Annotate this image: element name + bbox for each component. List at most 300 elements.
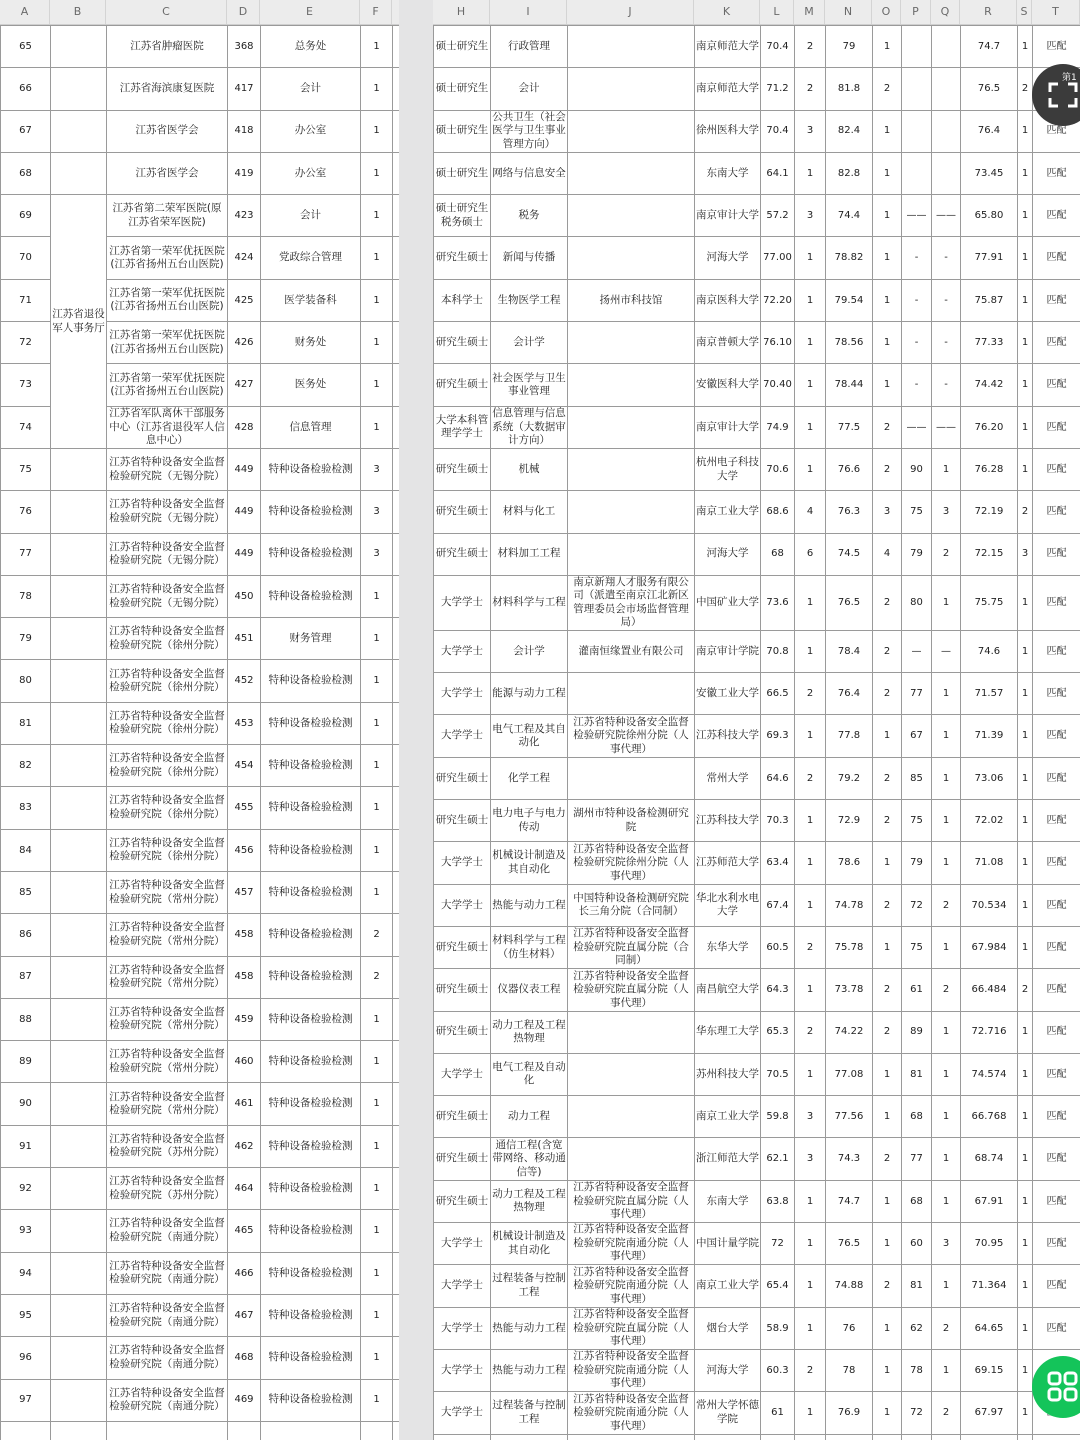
empty-cell[interactable] bbox=[826, 1434, 873, 1440]
cell-F-73[interactable]: 1 bbox=[361, 364, 393, 406]
cell-F-67[interactable]: 1 bbox=[361, 110, 393, 152]
cell-C-73[interactable]: 江苏省第一荣军优抚医院(江苏省扬州五台山医院) bbox=[107, 364, 228, 406]
cell-J-78[interactable]: 南京新翔人才服务有限公司（派遣至南京江北新区管理委员会市场监督管理局） bbox=[568, 575, 695, 630]
col-E[interactable]: E bbox=[260, 0, 360, 24]
cell-T-67[interactable]: 匹配 bbox=[1033, 110, 1080, 152]
cell-A-84[interactable]: 84 bbox=[1, 829, 51, 871]
cell-Q-91[interactable]: 1 bbox=[932, 1138, 961, 1180]
cell-C-88[interactable]: 江苏省特种设备安全监督检验研究院（常州分院） bbox=[107, 998, 228, 1040]
cell-J-76[interactable] bbox=[568, 491, 695, 533]
cell-R-69[interactable]: 65.80 bbox=[961, 195, 1018, 237]
cell-K-92[interactable]: 东南大学 bbox=[695, 1180, 761, 1222]
cell-P-66[interactable] bbox=[902, 68, 932, 110]
cell-H-88[interactable]: 研究生硕士 bbox=[434, 1011, 491, 1053]
cell-F-89[interactable]: 1 bbox=[361, 1041, 393, 1083]
cell-O-78[interactable]: 2 bbox=[873, 575, 902, 630]
cell-S-67[interactable]: 1 bbox=[1018, 110, 1033, 152]
cell-E-86[interactable]: 特种设备检验检测 bbox=[261, 914, 361, 956]
cell-N-87[interactable]: 73.78 bbox=[826, 969, 873, 1011]
cell-E-76[interactable]: 特种设备检验检测 bbox=[261, 491, 361, 533]
cell-Q-85[interactable]: 2 bbox=[932, 884, 961, 926]
cell-N-88[interactable]: 74.22 bbox=[826, 1011, 873, 1053]
cell-F-76[interactable]: 3 bbox=[361, 491, 393, 533]
cell-T-92[interactable]: 匹配 bbox=[1033, 1180, 1080, 1222]
cell-H-89[interactable]: 大学学士 bbox=[434, 1053, 491, 1095]
cell-E-68[interactable]: 办公室 bbox=[261, 152, 361, 194]
cell-N-82[interactable]: 79.2 bbox=[826, 757, 873, 799]
cell-P-85[interactable]: 72 bbox=[902, 884, 932, 926]
cell-F-69[interactable]: 1 bbox=[361, 195, 393, 237]
cell-Q-70[interactable]: - bbox=[932, 237, 961, 279]
cell-R-94[interactable]: 71.364 bbox=[961, 1265, 1018, 1307]
cell-K-71[interactable]: 南京医科大学 bbox=[695, 279, 761, 321]
cell-N-79[interactable]: 78.4 bbox=[826, 630, 873, 672]
cell-O-82[interactable]: 2 bbox=[873, 757, 902, 799]
cell-J-65[interactable] bbox=[568, 26, 695, 68]
cell-K-84[interactable]: 江苏师范大学 bbox=[695, 842, 761, 884]
col-P[interactable]: P bbox=[901, 0, 931, 24]
cell-K-72[interactable]: 南京普顿大学 bbox=[695, 322, 761, 364]
cell-P-81[interactable]: 67 bbox=[902, 715, 932, 757]
cell-C-65[interactable]: 江苏省肿瘤医院 bbox=[107, 26, 228, 68]
cell-R-65[interactable]: 74.7 bbox=[961, 26, 1018, 68]
col-A[interactable]: A bbox=[0, 0, 50, 24]
cell-K-70[interactable]: 河海大学 bbox=[695, 237, 761, 279]
cell-J-81[interactable]: 江苏省特种设备安全监督检验研究院徐州分院（人事代理） bbox=[568, 715, 695, 757]
cell-H-79[interactable]: 大学学士 bbox=[434, 630, 491, 672]
cell-A-94[interactable]: 94 bbox=[1, 1252, 51, 1294]
cell-A-72[interactable]: 72 bbox=[1, 322, 51, 364]
cell-S-90[interactable]: 1 bbox=[1018, 1096, 1033, 1138]
cell-T-65[interactable]: 匹配 bbox=[1033, 26, 1080, 68]
cell-O-76[interactable]: 3 bbox=[873, 491, 902, 533]
cell-B-94[interactable] bbox=[51, 1252, 107, 1294]
cell-R-91[interactable]: 68.74 bbox=[961, 1138, 1018, 1180]
cell-L-93[interactable]: 72 bbox=[761, 1223, 795, 1265]
cell-M-94[interactable]: 1 bbox=[795, 1265, 826, 1307]
cell-L-78[interactable]: 73.6 bbox=[761, 575, 795, 630]
cell-T-90[interactable]: 匹配 bbox=[1033, 1096, 1080, 1138]
cell-J-67[interactable] bbox=[568, 110, 695, 152]
cell-P-82[interactable]: 85 bbox=[902, 757, 932, 799]
cell-O-77[interactable]: 4 bbox=[873, 533, 902, 575]
cell-K-91[interactable]: 浙江师范大学 bbox=[695, 1138, 761, 1180]
cell-M-66[interactable]: 2 bbox=[795, 68, 826, 110]
cell-D-94[interactable]: 466 bbox=[228, 1252, 261, 1294]
cell-H-85[interactable]: 大学学士 bbox=[434, 884, 491, 926]
cell-Q-80[interactable]: 1 bbox=[932, 673, 961, 715]
cell-A-73[interactable]: 73 bbox=[1, 364, 51, 406]
cell-Q-88[interactable]: 1 bbox=[932, 1011, 961, 1053]
cell-C-76[interactable]: 江苏省特种设备安全监督检验研究院（无锡分院） bbox=[107, 491, 228, 533]
cell-C-70[interactable]: 江苏省第一荣军优抚医院(江苏省扬州五台山医院) bbox=[107, 237, 228, 279]
col-D[interactable]: D bbox=[227, 0, 260, 24]
cell-H-91[interactable]: 研究生硕士 bbox=[434, 1138, 491, 1180]
cell-A-85[interactable]: 85 bbox=[1, 871, 51, 913]
cell-T-70[interactable]: 匹配 bbox=[1033, 237, 1080, 279]
cell-O-92[interactable]: 1 bbox=[873, 1180, 902, 1222]
cell-C-79[interactable]: 江苏省特种设备安全监督检验研究院（徐州分院） bbox=[107, 618, 228, 660]
cell-Q-77[interactable]: 2 bbox=[932, 533, 961, 575]
cell-D-95[interactable]: 467 bbox=[228, 1294, 261, 1336]
cell-L-94[interactable]: 65.4 bbox=[761, 1265, 795, 1307]
cell-D-96[interactable]: 468 bbox=[228, 1337, 261, 1379]
cell-M-93[interactable]: 1 bbox=[795, 1223, 826, 1265]
cell-R-84[interactable]: 71.08 bbox=[961, 842, 1018, 884]
cell-D-92[interactable]: 464 bbox=[228, 1168, 261, 1210]
cell-S-72[interactable]: 1 bbox=[1018, 322, 1033, 364]
cell-L-73[interactable]: 70.40 bbox=[761, 364, 795, 406]
cell-I-79[interactable]: 会计学 bbox=[491, 630, 568, 672]
cell-P-72[interactable]: - bbox=[902, 322, 932, 364]
cell-B-75[interactable] bbox=[51, 448, 107, 490]
cell-I-87[interactable]: 仪器仪表工程 bbox=[491, 969, 568, 1011]
col-N[interactable]: N bbox=[825, 0, 872, 24]
cell-B-91[interactable] bbox=[51, 1125, 107, 1167]
cell-N-85[interactable]: 74.78 bbox=[826, 884, 873, 926]
cell-K-80[interactable]: 安徽工业大学 bbox=[695, 673, 761, 715]
cell-H-94[interactable]: 大学学士 bbox=[434, 1265, 491, 1307]
cell-E-66[interactable]: 会计 bbox=[261, 68, 361, 110]
cell-M-82[interactable]: 2 bbox=[795, 757, 826, 799]
cell-D-79[interactable]: 451 bbox=[228, 618, 261, 660]
cell-M-81[interactable]: 1 bbox=[795, 715, 826, 757]
cell-I-76[interactable]: 材料与化工 bbox=[491, 491, 568, 533]
empty-cell[interactable] bbox=[961, 1434, 1018, 1440]
cell-I-66[interactable]: 会计 bbox=[491, 68, 568, 110]
cell-D-70[interactable]: 424 bbox=[228, 237, 261, 279]
cell-J-85[interactable]: 中国特种设备检测研究院长三角分院（合同制） bbox=[568, 884, 695, 926]
cell-B-88[interactable] bbox=[51, 998, 107, 1040]
cell-A-96[interactable]: 96 bbox=[1, 1337, 51, 1379]
cell-M-85[interactable]: 1 bbox=[795, 884, 826, 926]
cell-E-97[interactable]: 特种设备检验检测 bbox=[261, 1379, 361, 1421]
cell-A-89[interactable]: 89 bbox=[1, 1041, 51, 1083]
cell-R-75[interactable]: 76.28 bbox=[961, 448, 1018, 490]
cell-B-65[interactable] bbox=[51, 26, 107, 68]
cell-I-70[interactable]: 新闻与传播 bbox=[491, 237, 568, 279]
cell-J-66[interactable] bbox=[568, 68, 695, 110]
cell-R-73[interactable]: 74.42 bbox=[961, 364, 1018, 406]
cell-A-79[interactable]: 79 bbox=[1, 618, 51, 660]
cell-R-74[interactable]: 76.20 bbox=[961, 406, 1018, 448]
cell-C-75[interactable]: 江苏省特种设备安全监督检验研究院（无锡分院） bbox=[107, 448, 228, 490]
cell-A-92[interactable]: 92 bbox=[1, 1168, 51, 1210]
cell-I-67[interactable]: 公共卫生（社会医学与卫生事业管理方向） bbox=[491, 110, 568, 152]
cell-D-77[interactable]: 449 bbox=[228, 533, 261, 575]
cell-C-84[interactable]: 江苏省特种设备安全监督检验研究院（徐州分院） bbox=[107, 829, 228, 871]
col-H[interactable]: H bbox=[433, 0, 490, 24]
cell-F-74[interactable]: 1 bbox=[361, 406, 393, 448]
cell-B-84[interactable] bbox=[51, 829, 107, 871]
cell-M-77[interactable]: 6 bbox=[795, 533, 826, 575]
cell-K-87[interactable]: 南昌航空大学 bbox=[695, 969, 761, 1011]
cell-M-71[interactable]: 1 bbox=[795, 279, 826, 321]
cell-S-96[interactable]: 1 bbox=[1018, 1349, 1033, 1391]
cell-T-87[interactable]: 匹配 bbox=[1033, 969, 1080, 1011]
cell-R-92[interactable]: 67.91 bbox=[961, 1180, 1018, 1222]
cell-T-74[interactable]: 匹配 bbox=[1033, 406, 1080, 448]
cell-C-93[interactable]: 江苏省特种设备安全监督检验研究院（南通分院） bbox=[107, 1210, 228, 1252]
cell-B-92[interactable] bbox=[51, 1168, 107, 1210]
cell-A-93[interactable]: 93 bbox=[1, 1210, 51, 1252]
cell-F-83[interactable]: 1 bbox=[361, 787, 393, 829]
cell-J-71[interactable]: 扬州市科技馆 bbox=[568, 279, 695, 321]
cell-F-90[interactable]: 1 bbox=[361, 1083, 393, 1125]
cell-C-80[interactable]: 江苏省特种设备安全监督检验研究院（徐州分院） bbox=[107, 660, 228, 702]
cell-B-68[interactable] bbox=[51, 152, 107, 194]
cell-B-93[interactable] bbox=[51, 1210, 107, 1252]
cell-O-89[interactable]: 1 bbox=[873, 1053, 902, 1095]
cell-N-65[interactable]: 79 bbox=[826, 26, 873, 68]
cell-B-79[interactable] bbox=[51, 618, 107, 660]
cell-O-84[interactable]: 1 bbox=[873, 842, 902, 884]
merged-cell-B[interactable]: 江苏省退役军人事务厅 bbox=[51, 195, 107, 449]
cell-P-74[interactable]: —— bbox=[902, 406, 932, 448]
cell-T-73[interactable]: 匹配 bbox=[1033, 364, 1080, 406]
cell-T-93[interactable]: 匹配 bbox=[1033, 1223, 1080, 1265]
cell-L-76[interactable]: 68.6 bbox=[761, 491, 795, 533]
cell-H-73[interactable]: 研究生硕士 bbox=[434, 364, 491, 406]
cell-C-83[interactable]: 江苏省特种设备安全监督检验研究院（徐州分院） bbox=[107, 787, 228, 829]
cell-L-72[interactable]: 76.10 bbox=[761, 322, 795, 364]
cell-F-84[interactable]: 1 bbox=[361, 829, 393, 871]
cell-T-68[interactable]: 匹配 bbox=[1033, 152, 1080, 194]
cell-D-66[interactable]: 417 bbox=[228, 68, 261, 110]
cell-T-76[interactable]: 匹配 bbox=[1033, 491, 1080, 533]
cell-I-72[interactable]: 会计学 bbox=[491, 322, 568, 364]
col-M[interactable]: M bbox=[794, 0, 825, 24]
cell-R-88[interactable]: 72.716 bbox=[961, 1011, 1018, 1053]
cell-O-66[interactable]: 2 bbox=[873, 68, 902, 110]
cell-H-95[interactable]: 大学学士 bbox=[434, 1307, 491, 1349]
cell-R-79[interactable]: 74.6 bbox=[961, 630, 1018, 672]
cell-M-90[interactable]: 3 bbox=[795, 1096, 826, 1138]
cell-S-87[interactable]: 2 bbox=[1018, 969, 1033, 1011]
cell-O-88[interactable]: 2 bbox=[873, 1011, 902, 1053]
cell-N-84[interactable]: 78.6 bbox=[826, 842, 873, 884]
cell-L-91[interactable]: 62.1 bbox=[761, 1138, 795, 1180]
cell-J-95[interactable]: 江苏省特种设备安全监督检验研究院直属分院（人事代理） bbox=[568, 1307, 695, 1349]
cell-N-67[interactable]: 82.4 bbox=[826, 110, 873, 152]
cell-R-78[interactable]: 75.75 bbox=[961, 575, 1018, 630]
cell-K-89[interactable]: 苏州科技大学 bbox=[695, 1053, 761, 1095]
cell-R-89[interactable]: 74.574 bbox=[961, 1053, 1018, 1095]
cell-S-73[interactable]: 1 bbox=[1018, 364, 1033, 406]
col-F[interactable]: F bbox=[360, 0, 392, 24]
cell-M-65[interactable]: 2 bbox=[795, 26, 826, 68]
cell-M-67[interactable]: 3 bbox=[795, 110, 826, 152]
cell-R-83[interactable]: 72.02 bbox=[961, 800, 1018, 842]
fullscreen-button[interactable] bbox=[1032, 64, 1080, 126]
cell-I-82[interactable]: 化学工程 bbox=[491, 757, 568, 799]
cell-I-77[interactable]: 材料加工工程 bbox=[491, 533, 568, 575]
cell-E-92[interactable]: 特种设备检验检测 bbox=[261, 1168, 361, 1210]
cell-O-73[interactable]: 1 bbox=[873, 364, 902, 406]
cell-H-76[interactable]: 研究生硕士 bbox=[434, 491, 491, 533]
cell-N-89[interactable]: 77.08 bbox=[826, 1053, 873, 1095]
cell-N-95[interactable]: 76 bbox=[826, 1307, 873, 1349]
cell-E-75[interactable]: 特种设备检验检测 bbox=[261, 448, 361, 490]
cell-L-77[interactable]: 68 bbox=[761, 533, 795, 575]
cell-E-74[interactable]: 信息管理 bbox=[261, 406, 361, 448]
cell-I-85[interactable]: 热能与动力工程 bbox=[491, 884, 568, 926]
cell-D-80[interactable]: 452 bbox=[228, 660, 261, 702]
cell-Q-76[interactable]: 3 bbox=[932, 491, 961, 533]
cell-P-73[interactable]: - bbox=[902, 364, 932, 406]
cell-A-91[interactable]: 91 bbox=[1, 1125, 51, 1167]
cell-M-69[interactable]: 3 bbox=[795, 195, 826, 237]
cell-I-73[interactable]: 社会医学与卫生事业管理 bbox=[491, 364, 568, 406]
cell-E-91[interactable]: 特种设备检验检测 bbox=[261, 1125, 361, 1167]
cell-I-74[interactable]: 信息管理与信息系统（大数据审计方向） bbox=[491, 406, 568, 448]
cell-F-77[interactable]: 3 bbox=[361, 533, 393, 575]
cell-I-97[interactable]: 过程装备与控制工程 bbox=[491, 1392, 568, 1434]
cell-A-97[interactable]: 97 bbox=[1, 1379, 51, 1421]
cell-E-94[interactable]: 特种设备检验检测 bbox=[261, 1252, 361, 1294]
cell-E-80[interactable]: 特种设备检验检测 bbox=[261, 660, 361, 702]
cell-B-76[interactable] bbox=[51, 491, 107, 533]
col-O[interactable]: O bbox=[872, 0, 901, 24]
cell-N-80[interactable]: 76.4 bbox=[826, 673, 873, 715]
cell-I-75[interactable]: 机械 bbox=[491, 448, 568, 490]
cell-A-76[interactable]: 76 bbox=[1, 491, 51, 533]
cell-P-92[interactable]: 68 bbox=[902, 1180, 932, 1222]
cell-S-94[interactable]: 1 bbox=[1018, 1265, 1033, 1307]
cell-D-81[interactable]: 453 bbox=[228, 702, 261, 744]
cell-K-83[interactable]: 江苏科技大学 bbox=[695, 800, 761, 842]
cell-L-65[interactable]: 70.4 bbox=[761, 26, 795, 68]
ocr-button[interactable] bbox=[1032, 1356, 1080, 1418]
cell-K-90[interactable]: 南京工业大学 bbox=[695, 1096, 761, 1138]
cell-F-82[interactable]: 1 bbox=[361, 745, 393, 787]
cell-R-71[interactable]: 75.87 bbox=[961, 279, 1018, 321]
cell-I-93[interactable]: 机械设计制造及其自动化 bbox=[491, 1223, 568, 1265]
cell-R-68[interactable]: 73.45 bbox=[961, 152, 1018, 194]
cell-I-80[interactable]: 能源与动力工程 bbox=[491, 673, 568, 715]
cell-A-78[interactable]: 78 bbox=[1, 575, 51, 617]
empty-cell[interactable] bbox=[107, 1421, 228, 1440]
cell-M-92[interactable]: 1 bbox=[795, 1180, 826, 1222]
cell-H-72[interactable]: 研究生硕士 bbox=[434, 322, 491, 364]
cell-N-78[interactable]: 76.5 bbox=[826, 575, 873, 630]
cell-A-75[interactable]: 75 bbox=[1, 448, 51, 490]
cell-L-95[interactable]: 58.9 bbox=[761, 1307, 795, 1349]
cell-I-86[interactable]: 材料科学与工程（仿生材料） bbox=[491, 926, 568, 968]
cell-Q-75[interactable]: 1 bbox=[932, 448, 961, 490]
cell-P-79[interactable]: — bbox=[902, 630, 932, 672]
cell-O-86[interactable]: 1 bbox=[873, 926, 902, 968]
cell-K-76[interactable]: 南京工业大学 bbox=[695, 491, 761, 533]
cell-N-68[interactable]: 82.8 bbox=[826, 152, 873, 194]
cell-L-69[interactable]: 57.2 bbox=[761, 195, 795, 237]
cell-L-79[interactable]: 70.8 bbox=[761, 630, 795, 672]
col-R[interactable]: R bbox=[960, 0, 1017, 24]
cell-D-85[interactable]: 457 bbox=[228, 871, 261, 913]
cell-H-71[interactable]: 本科学士 bbox=[434, 279, 491, 321]
cell-T-94[interactable]: 匹配 bbox=[1033, 1265, 1080, 1307]
cell-P-69[interactable]: —— bbox=[902, 195, 932, 237]
cell-H-92[interactable]: 研究生硕士 bbox=[434, 1180, 491, 1222]
cell-K-68[interactable]: 东南大学 bbox=[695, 152, 761, 194]
cell-J-92[interactable]: 江苏省特种设备安全监督检验研究院直属分院（人事代理） bbox=[568, 1180, 695, 1222]
cell-N-75[interactable]: 76.6 bbox=[826, 448, 873, 490]
cell-O-81[interactable]: 1 bbox=[873, 715, 902, 757]
cell-E-83[interactable]: 特种设备检验检测 bbox=[261, 787, 361, 829]
cell-D-87[interactable]: 458 bbox=[228, 956, 261, 998]
empty-cell[interactable] bbox=[761, 1434, 795, 1440]
cell-Q-66[interactable] bbox=[932, 68, 961, 110]
cell-Q-92[interactable]: 1 bbox=[932, 1180, 961, 1222]
cell-F-92[interactable]: 1 bbox=[361, 1168, 393, 1210]
cell-N-97[interactable]: 76.9 bbox=[826, 1392, 873, 1434]
col-L[interactable]: L bbox=[760, 0, 794, 24]
cell-M-97[interactable]: 1 bbox=[795, 1392, 826, 1434]
cell-B-85[interactable] bbox=[51, 871, 107, 913]
cell-L-67[interactable]: 70.4 bbox=[761, 110, 795, 152]
cell-T-85[interactable]: 匹配 bbox=[1033, 884, 1080, 926]
cell-T-72[interactable]: 匹配 bbox=[1033, 322, 1080, 364]
cell-D-91[interactable]: 462 bbox=[228, 1125, 261, 1167]
cell-H-69[interactable]: 硕士研究生税务硕士 bbox=[434, 195, 491, 237]
cell-Q-86[interactable]: 1 bbox=[932, 926, 961, 968]
cell-O-68[interactable]: 1 bbox=[873, 152, 902, 194]
cell-S-86[interactable]: 1 bbox=[1018, 926, 1033, 968]
cell-D-71[interactable]: 425 bbox=[228, 279, 261, 321]
cell-P-68[interactable] bbox=[902, 152, 932, 194]
col-T[interactable]: T bbox=[1032, 0, 1080, 24]
col-J[interactable]: J bbox=[567, 0, 694, 24]
cell-A-87[interactable]: 87 bbox=[1, 956, 51, 998]
col-Q[interactable]: Q bbox=[931, 0, 960, 24]
cell-C-97[interactable]: 江苏省特种设备安全监督检验研究院（南通分院） bbox=[107, 1379, 228, 1421]
cell-E-70[interactable]: 党政综合管理 bbox=[261, 237, 361, 279]
cell-F-66[interactable]: 1 bbox=[361, 68, 393, 110]
cell-H-86[interactable]: 研究生硕士 bbox=[434, 926, 491, 968]
cell-F-97[interactable]: 1 bbox=[361, 1379, 393, 1421]
cell-C-94[interactable]: 江苏省特种设备安全监督检验研究院（南通分院） bbox=[107, 1252, 228, 1294]
cell-C-68[interactable]: 江苏省医学会 bbox=[107, 152, 228, 194]
cell-M-70[interactable]: 1 bbox=[795, 237, 826, 279]
cell-L-84[interactable]: 63.4 bbox=[761, 842, 795, 884]
cell-C-71[interactable]: 江苏省第一荣军优抚医院(江苏省扬州五台山医院) bbox=[107, 279, 228, 321]
cell-H-97[interactable]: 大学学士 bbox=[434, 1392, 491, 1434]
cell-D-88[interactable]: 459 bbox=[228, 998, 261, 1040]
cell-H-77[interactable]: 研究生硕士 bbox=[434, 533, 491, 575]
cell-I-68[interactable]: 网络与信息安全 bbox=[491, 152, 568, 194]
cell-S-95[interactable]: 1 bbox=[1018, 1307, 1033, 1349]
cell-M-91[interactable]: 3 bbox=[795, 1138, 826, 1180]
col-B[interactable]: B bbox=[50, 0, 106, 24]
cell-O-87[interactable]: 2 bbox=[873, 969, 902, 1011]
cell-I-91[interactable]: 通信工程(含宽带网络、移动通信等) bbox=[491, 1138, 568, 1180]
cell-D-90[interactable]: 461 bbox=[228, 1083, 261, 1125]
empty-cell[interactable] bbox=[261, 1421, 361, 1440]
cell-O-69[interactable]: 1 bbox=[873, 195, 902, 237]
cell-E-65[interactable]: 总务处 bbox=[261, 26, 361, 68]
cell-K-97[interactable]: 常州大学怀德学院 bbox=[695, 1392, 761, 1434]
cell-R-80[interactable]: 71.57 bbox=[961, 673, 1018, 715]
cell-E-79[interactable]: 财务管理 bbox=[261, 618, 361, 660]
cell-F-93[interactable]: 1 bbox=[361, 1210, 393, 1252]
cell-O-71[interactable]: 1 bbox=[873, 279, 902, 321]
cell-M-68[interactable]: 1 bbox=[795, 152, 826, 194]
cell-T-89[interactable]: 匹配 bbox=[1033, 1053, 1080, 1095]
cell-T-83[interactable]: 匹配 bbox=[1033, 800, 1080, 842]
cell-J-82[interactable] bbox=[568, 757, 695, 799]
cell-J-70[interactable] bbox=[568, 237, 695, 279]
cell-L-97[interactable]: 61 bbox=[761, 1392, 795, 1434]
